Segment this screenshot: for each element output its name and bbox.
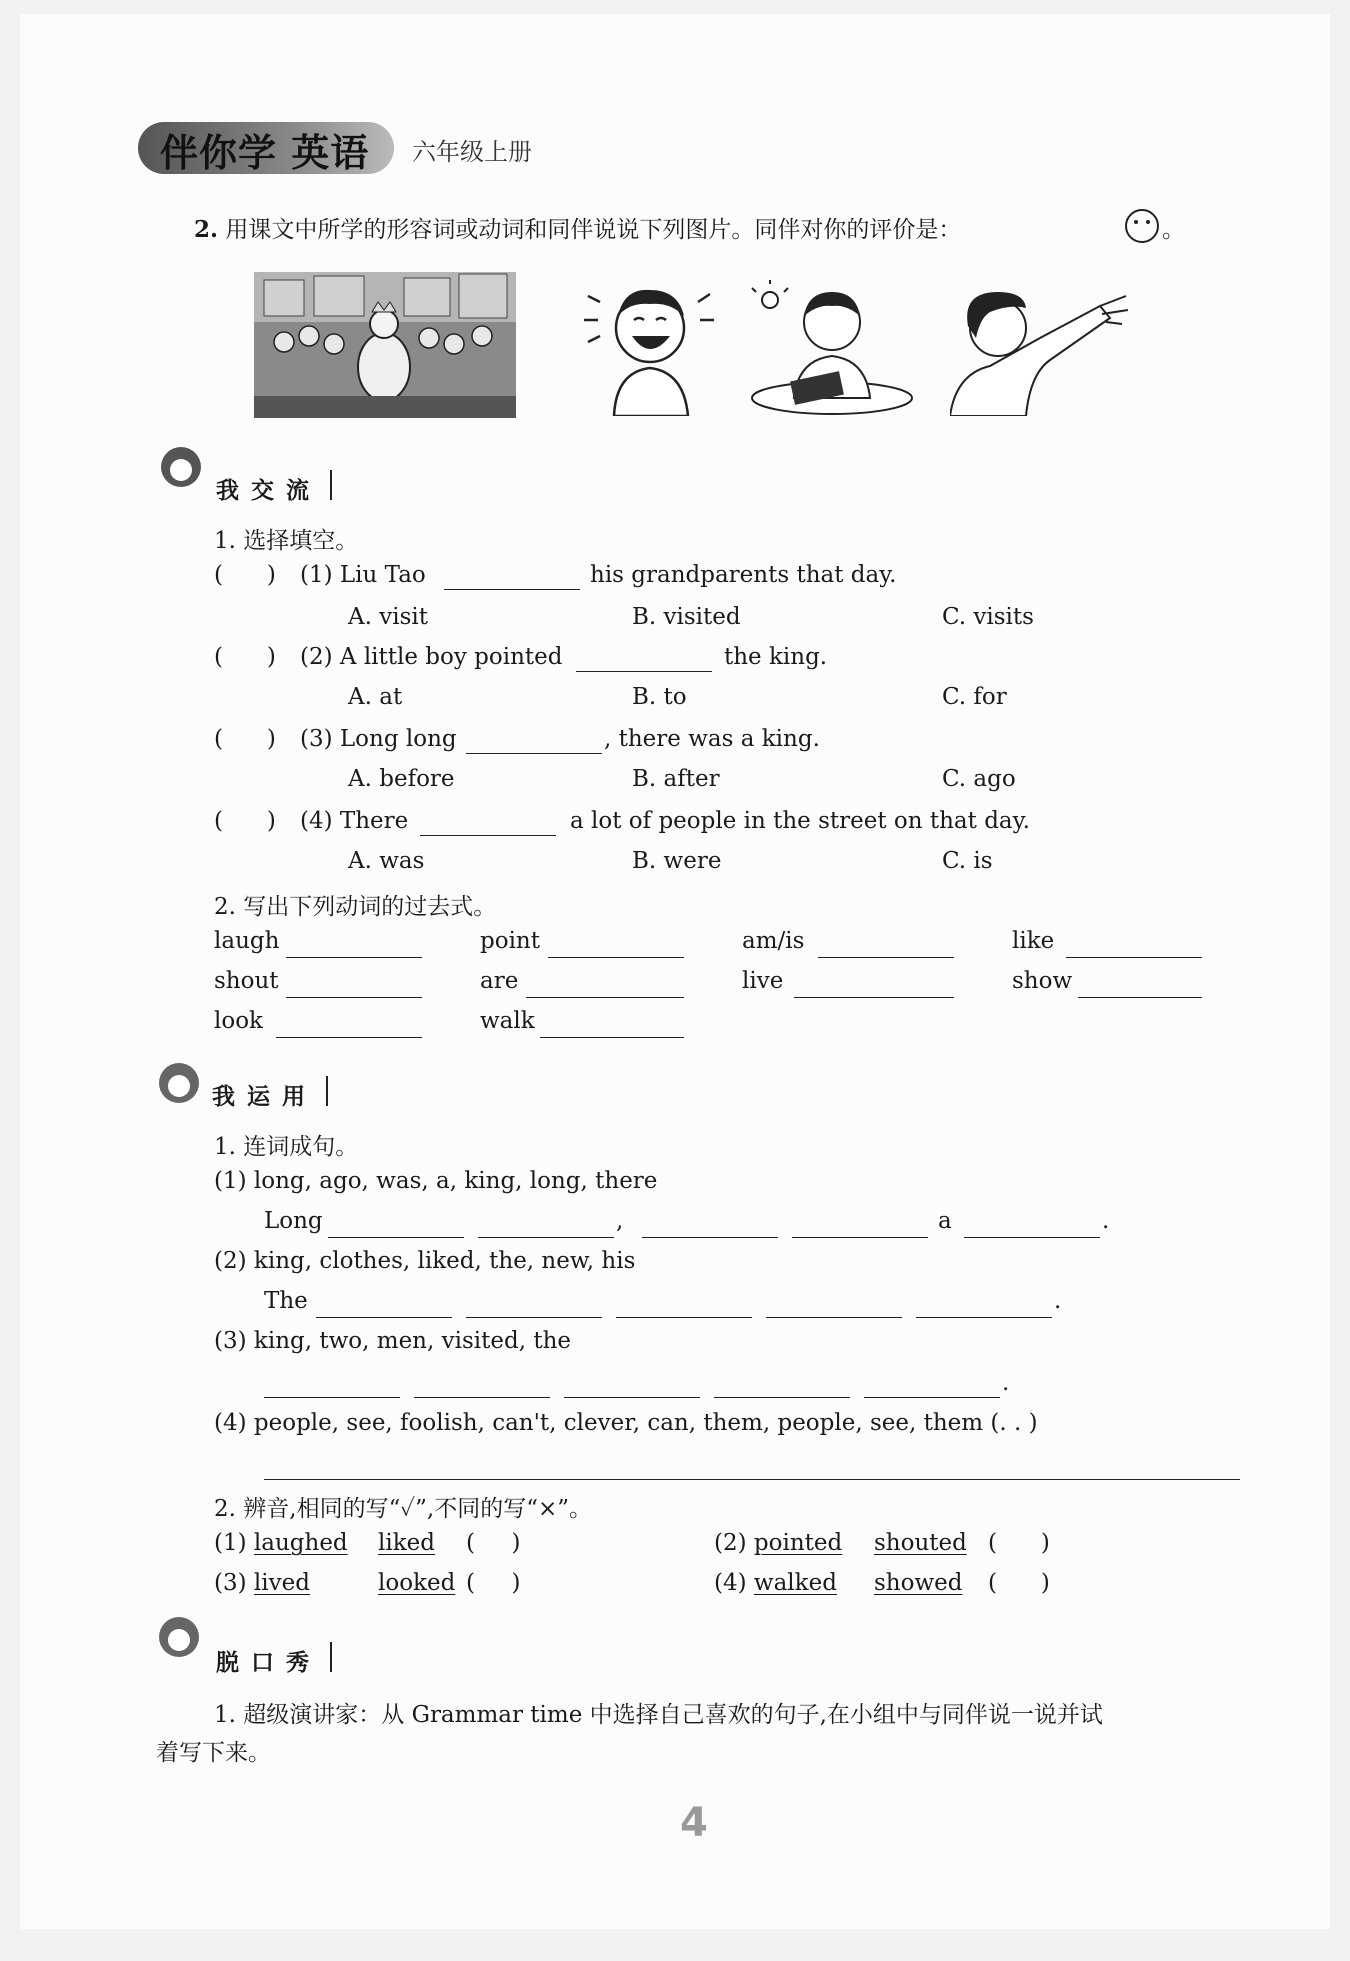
fill-blank[interactable] [466, 752, 602, 754]
section-talk-title: 脱口秀 [216, 1650, 321, 1676]
fill-blank[interactable] [444, 588, 580, 590]
fill-blank[interactable] [316, 1316, 452, 1318]
scrambled-words: people, see, foolish, can't, clever, can, them, people, see, them (. . ) [253, 1410, 1038, 1436]
item-number: (4) [300, 808, 333, 834]
item-text: Long long [339, 726, 457, 752]
item-number: (2) [214, 1248, 247, 1274]
fill-blank[interactable] [478, 1236, 614, 1238]
sentence-word: a [938, 1208, 952, 1234]
fill-blank[interactable] [276, 1036, 422, 1038]
girl-avatar-icon [156, 1614, 202, 1660]
task-number: 2. [194, 216, 219, 243]
fill-blank[interactable] [616, 1316, 752, 1318]
q4-pair-4 [714, 1570, 837, 1596]
answer-paren[interactable]: ( ) [988, 1570, 1050, 1596]
item-number: (1) [300, 562, 333, 588]
fill-blank[interactable] [526, 996, 684, 998]
fill-blank[interactable] [564, 1396, 700, 1398]
q1-item-1 [300, 562, 426, 588]
fill-blank[interactable] [286, 956, 422, 958]
q5-line-1: 1. 超级演讲家：从 Grammar time 中选择自己喜欢的句子,在小组中与同伴说一说并试 [214, 1702, 1103, 1728]
q5-line-2: 着写下来。 [156, 1740, 271, 1766]
fill-blank[interactable] [864, 1396, 1000, 1398]
sentence-start: Long [264, 1208, 323, 1234]
verb-word: are [480, 968, 519, 994]
option-a: A. was [348, 848, 425, 874]
fill-blank[interactable] [916, 1316, 1052, 1318]
option-a: A. before [348, 766, 455, 792]
q3-title: 1. 连词成句。 [214, 1134, 359, 1160]
fill-blank[interactable] [466, 1316, 602, 1318]
pair-word: liked [378, 1530, 435, 1556]
punctuation: , [616, 1208, 624, 1234]
item-number: (4) [214, 1410, 247, 1436]
fill-blank[interactable] [264, 1396, 400, 1398]
item-text: , there was a king. [604, 726, 820, 752]
verb-word: point [480, 928, 540, 954]
item-number: (3) [214, 1328, 247, 1354]
top-task [194, 211, 961, 244]
item-text: a lot of people in the street on that day. [570, 808, 1030, 834]
option-b: B. were [632, 848, 722, 874]
crowd-street-picture [254, 272, 516, 418]
verb-word: laugh [214, 928, 280, 954]
q4-pair-1 [214, 1530, 348, 1556]
scrambled-words: long, ago, was, a, king, long, there [253, 1168, 658, 1194]
option-c: C. is [942, 848, 993, 874]
item-number: (3) [300, 726, 333, 752]
pair-word: shouted [874, 1530, 967, 1556]
girl-avatar-icon [158, 444, 204, 490]
item-text: Liu Tao [339, 562, 426, 588]
answer-paren: ( ) [214, 808, 276, 834]
scrambled-words: king, two, men, visited, the [253, 1328, 571, 1354]
answer-line[interactable] [264, 1478, 1240, 1480]
fill-blank[interactable] [794, 996, 954, 998]
fill-blank[interactable] [792, 1236, 928, 1238]
answer-paren[interactable]: ( ) [988, 1530, 1050, 1556]
fill-blank[interactable] [642, 1236, 778, 1238]
pair-word: lived [253, 1570, 310, 1596]
verb-word: shout [214, 968, 279, 994]
fill-blank[interactable] [420, 834, 556, 836]
smiley-face-icon [1124, 208, 1160, 244]
section-divider [330, 1642, 332, 1672]
q3-item-3 [214, 1328, 571, 1354]
q4-pair-2 [714, 1530, 842, 1556]
option-c: C. for [942, 684, 1007, 710]
sentence-start: The [264, 1288, 308, 1314]
answer-paren[interactable]: ( ) [466, 1570, 521, 1596]
q3-item-4 [214, 1410, 1038, 1436]
scrambled-words: king, clothes, liked, the, new, his [253, 1248, 636, 1274]
girl-avatar-icon [156, 1060, 202, 1106]
item-number: (1) [214, 1168, 247, 1194]
section-divider [330, 470, 332, 500]
pair-word: walked [753, 1570, 837, 1596]
q4-title: 2. 辨音,相同的写“✓”,不同的写“×”。 [214, 1496, 593, 1522]
item-text: A little boy pointed [339, 644, 563, 670]
q2-title: 2. 写出下列动词的过去式。 [214, 894, 497, 920]
q4-pair-3 [214, 1570, 310, 1596]
workbook-page [20, 14, 1330, 1929]
item-number: (1) [214, 1530, 247, 1556]
answer-paren: ( ) [214, 644, 276, 670]
fill-blank[interactable] [714, 1396, 850, 1398]
fill-blank[interactable] [964, 1236, 1100, 1238]
fill-blank[interactable] [286, 996, 422, 998]
item-number: (2) [714, 1530, 747, 1556]
option-a: A. at [348, 684, 403, 710]
fill-blank[interactable] [540, 1036, 684, 1038]
punctuation: . [1102, 1208, 1110, 1234]
verb-word: look [214, 1008, 263, 1034]
boy-with-tablet-picture [748, 280, 914, 416]
q1-item-2 [300, 644, 563, 670]
item-number: (4) [714, 1570, 747, 1596]
fill-blank[interactable] [548, 956, 684, 958]
answer-paren[interactable]: ( ) [466, 1530, 521, 1556]
q3-item-1 [214, 1168, 657, 1194]
option-c: C. ago [942, 766, 1016, 792]
q1-item-3 [300, 726, 457, 752]
laughing-boy-picture [584, 276, 714, 416]
punctuation: . [1054, 1288, 1062, 1314]
verb-word: like [1012, 928, 1055, 954]
fill-blank[interactable] [1066, 956, 1202, 958]
option-b: B. to [632, 684, 687, 710]
verb-word: walk [480, 1008, 535, 1034]
item-number: (3) [214, 1570, 247, 1596]
item-text: There [339, 808, 409, 834]
section-exchange-title: 我交流 [216, 478, 321, 504]
q1-title: 1. 选择填空。 [214, 528, 359, 554]
pointing-boy-picture [950, 278, 1130, 416]
q1-item-4 [300, 808, 408, 834]
verb-word: show [1012, 968, 1073, 994]
punctuation: . [1002, 1370, 1010, 1396]
answer-paren: ( ) [214, 726, 276, 752]
section-divider [326, 1076, 328, 1106]
pair-word: pointed [753, 1530, 843, 1556]
task-text: 用课文中所学的形容词或动词和同伴说说下列图片。同伴对你的评价是： [225, 217, 962, 243]
section-apply-title: 我运用 [212, 1084, 317, 1110]
item-text: his grandparents that day. [590, 562, 897, 588]
task-end: 。 [1162, 217, 1185, 243]
page-number: 4 [680, 1800, 708, 1846]
grade-label: 六年级上册 [412, 138, 532, 166]
answer-paren: ( ) [214, 562, 276, 588]
item-number: (2) [300, 644, 333, 670]
pair-word: looked [378, 1570, 456, 1596]
item-text: the king. [724, 644, 828, 670]
fill-blank[interactable] [766, 1316, 902, 1318]
option-c: C. visits [942, 604, 1034, 630]
verb-word: live [742, 968, 784, 994]
fill-blank[interactable] [1078, 996, 1202, 998]
option-b: B. visited [632, 604, 741, 630]
option-a: A. visit [348, 604, 428, 630]
option-b: B. after [632, 766, 720, 792]
fill-blank[interactable] [818, 956, 954, 958]
verb-word: am/is [742, 928, 805, 954]
fill-blank[interactable] [328, 1236, 464, 1238]
pair-word: laughed [253, 1530, 348, 1556]
pair-word: showed [874, 1570, 963, 1596]
fill-blank[interactable] [414, 1396, 550, 1398]
fill-blank[interactable] [576, 670, 712, 672]
book-title: 伴你学 英语 [160, 131, 370, 175]
q3-item-2 [214, 1248, 635, 1274]
